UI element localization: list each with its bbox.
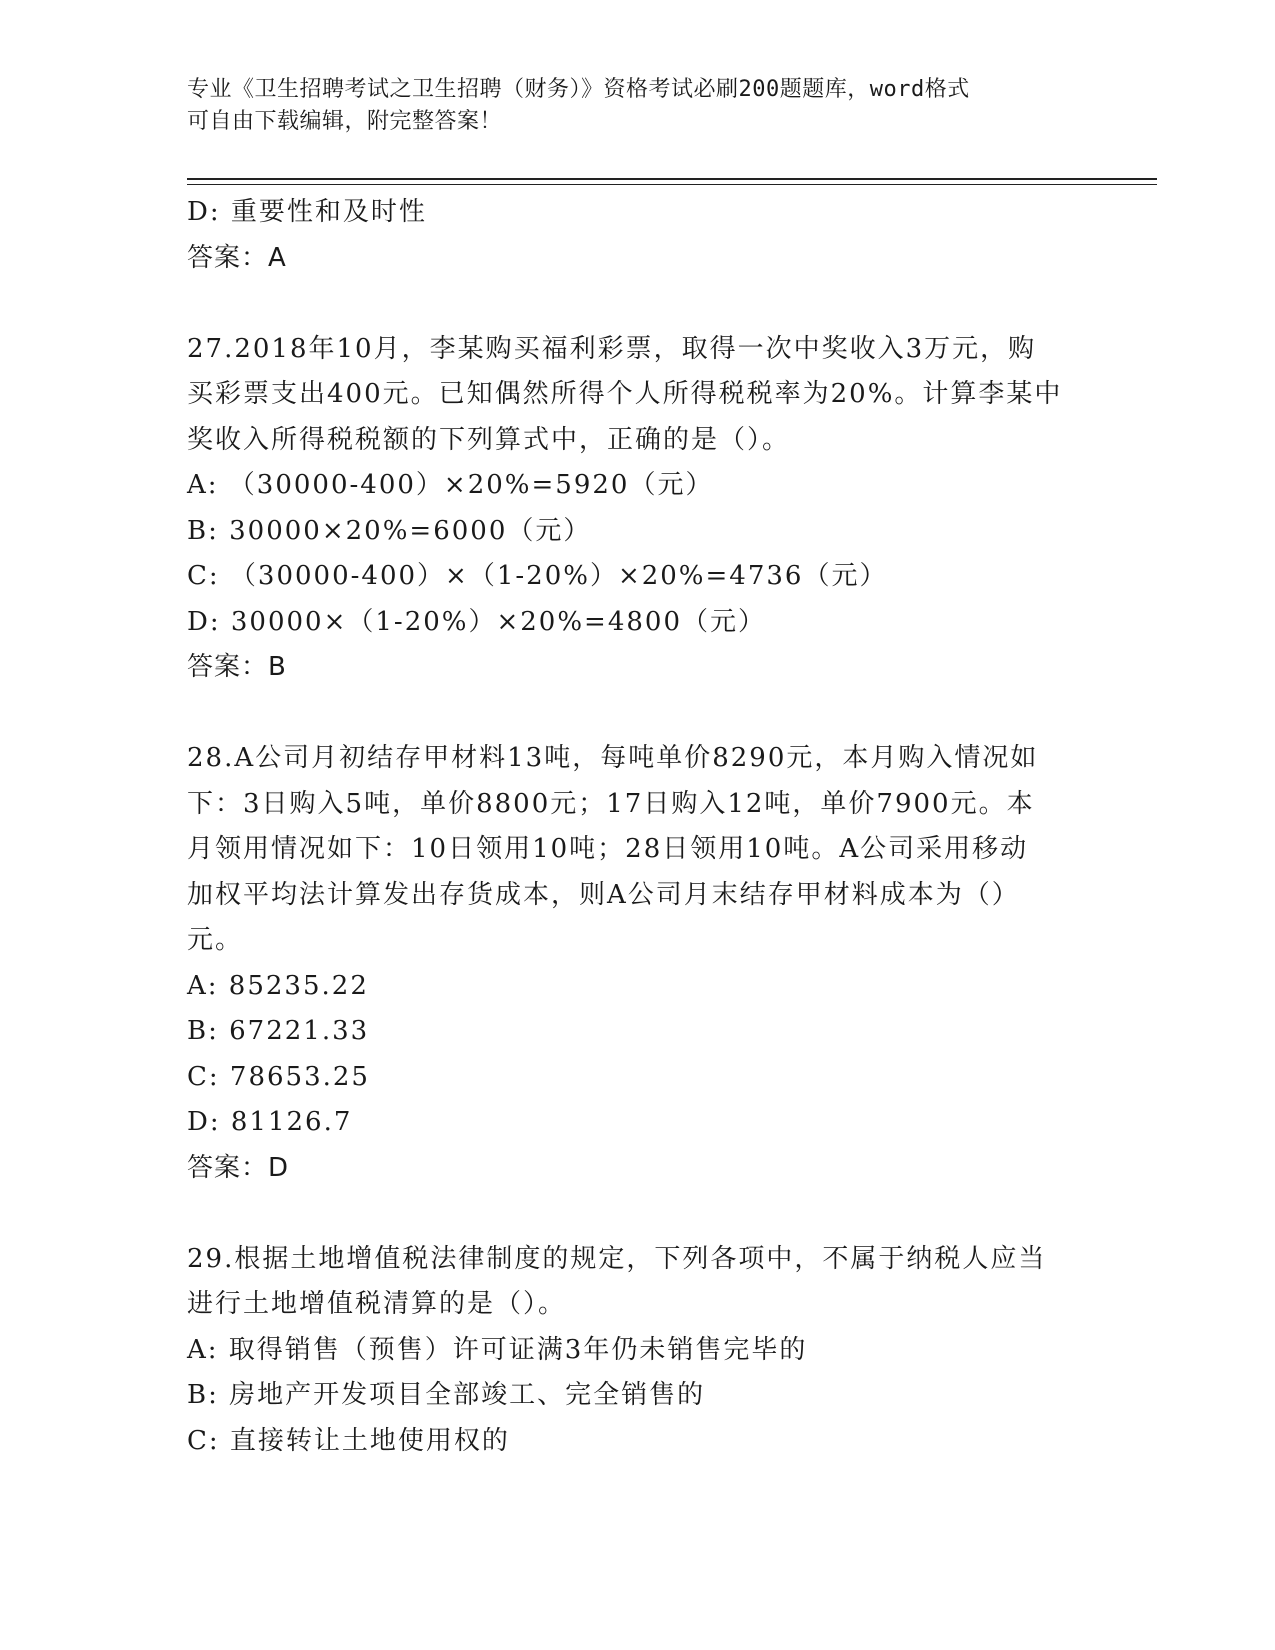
header-divider-thick (187, 178, 1157, 180)
answer: 答案：D (187, 1152, 290, 1183)
option-a: A: （30000-400）×20%=5920（元） (187, 470, 714, 500)
option-d: D: 30000×（1-20%）×20%=4800（元） (187, 606, 767, 637)
option-c: C: 78653.25 (187, 1061, 370, 1092)
header-line-1: 专业《卫生招聘考试之卫生招聘（财务）》资格考试必刷200题题库，word格式 (187, 77, 970, 102)
question-28 (187, 736, 1087, 1191)
question-stem-line: 28.A公司月初结存甲材料13吨，每吨单价8290元，本月购入情况如 (187, 743, 1039, 773)
header-line-2: 可自由下载编辑，附完整答案！ (187, 109, 503, 134)
question-stem-line: 27.2018年10月，李某购买福利彩票，取得一次中奖收入3万元，购 (187, 333, 1037, 364)
answer: 答案：B (187, 652, 287, 682)
question-stem-line: 买彩票支出400元。已知偶然所得个人所得税税率为20%。计算李某中 (187, 379, 1063, 409)
option-c: C: （30000-400）×（1-20%）×20%=4736（元） (187, 561, 888, 591)
option-d: D: 81126.7 (187, 1107, 353, 1137)
question-stem-line: 29.根据土地增值税法律制度的规定，下列各项中，不属于纳税人应当 (187, 1243, 1047, 1274)
question-stem-line: 加权平均法计算发出存货成本，则A公司月末结存甲材料成本为（） (187, 879, 1020, 910)
option-a: A: 取得销售（预售）许可证满3年仍未销售完毕的 (187, 1334, 808, 1365)
question-stem-line: 下：3日购入5吨，单价8800元；17日购入12吨，单价7900元。本 (187, 788, 1035, 819)
question-stem-line: 进行土地增值税清算的是（）。 (187, 1289, 567, 1319)
option-b: B: 67221.33 (187, 1016, 370, 1046)
question-stem-line: 奖收入所得税税额的下列算式中，正确的是（）。 (187, 424, 791, 455)
option-c: C: 直接转让土地使用权的 (187, 1425, 510, 1456)
question-list (187, 190, 1087, 1464)
question-29 (187, 1237, 1087, 1465)
prev-answer: 答案：A (187, 242, 287, 273)
option-b: B: 30000×20%=6000（元） (187, 515, 592, 546)
header-divider-thin (187, 184, 1157, 185)
question-27 (187, 327, 1087, 691)
prev-option-d: D: 重要性和及时性 (187, 197, 427, 227)
page-header (187, 74, 1087, 138)
option-a: A: 85235.22 (187, 970, 369, 1001)
question-stem-line: 元。 (187, 925, 244, 955)
question-stem-line: 月领用情况如下：10日领用10吨；28日领用10吨。A公司采用移动 (187, 834, 1029, 864)
option-b: B: 房地产开发项目全部竣工、完全销售的 (187, 1380, 706, 1410)
